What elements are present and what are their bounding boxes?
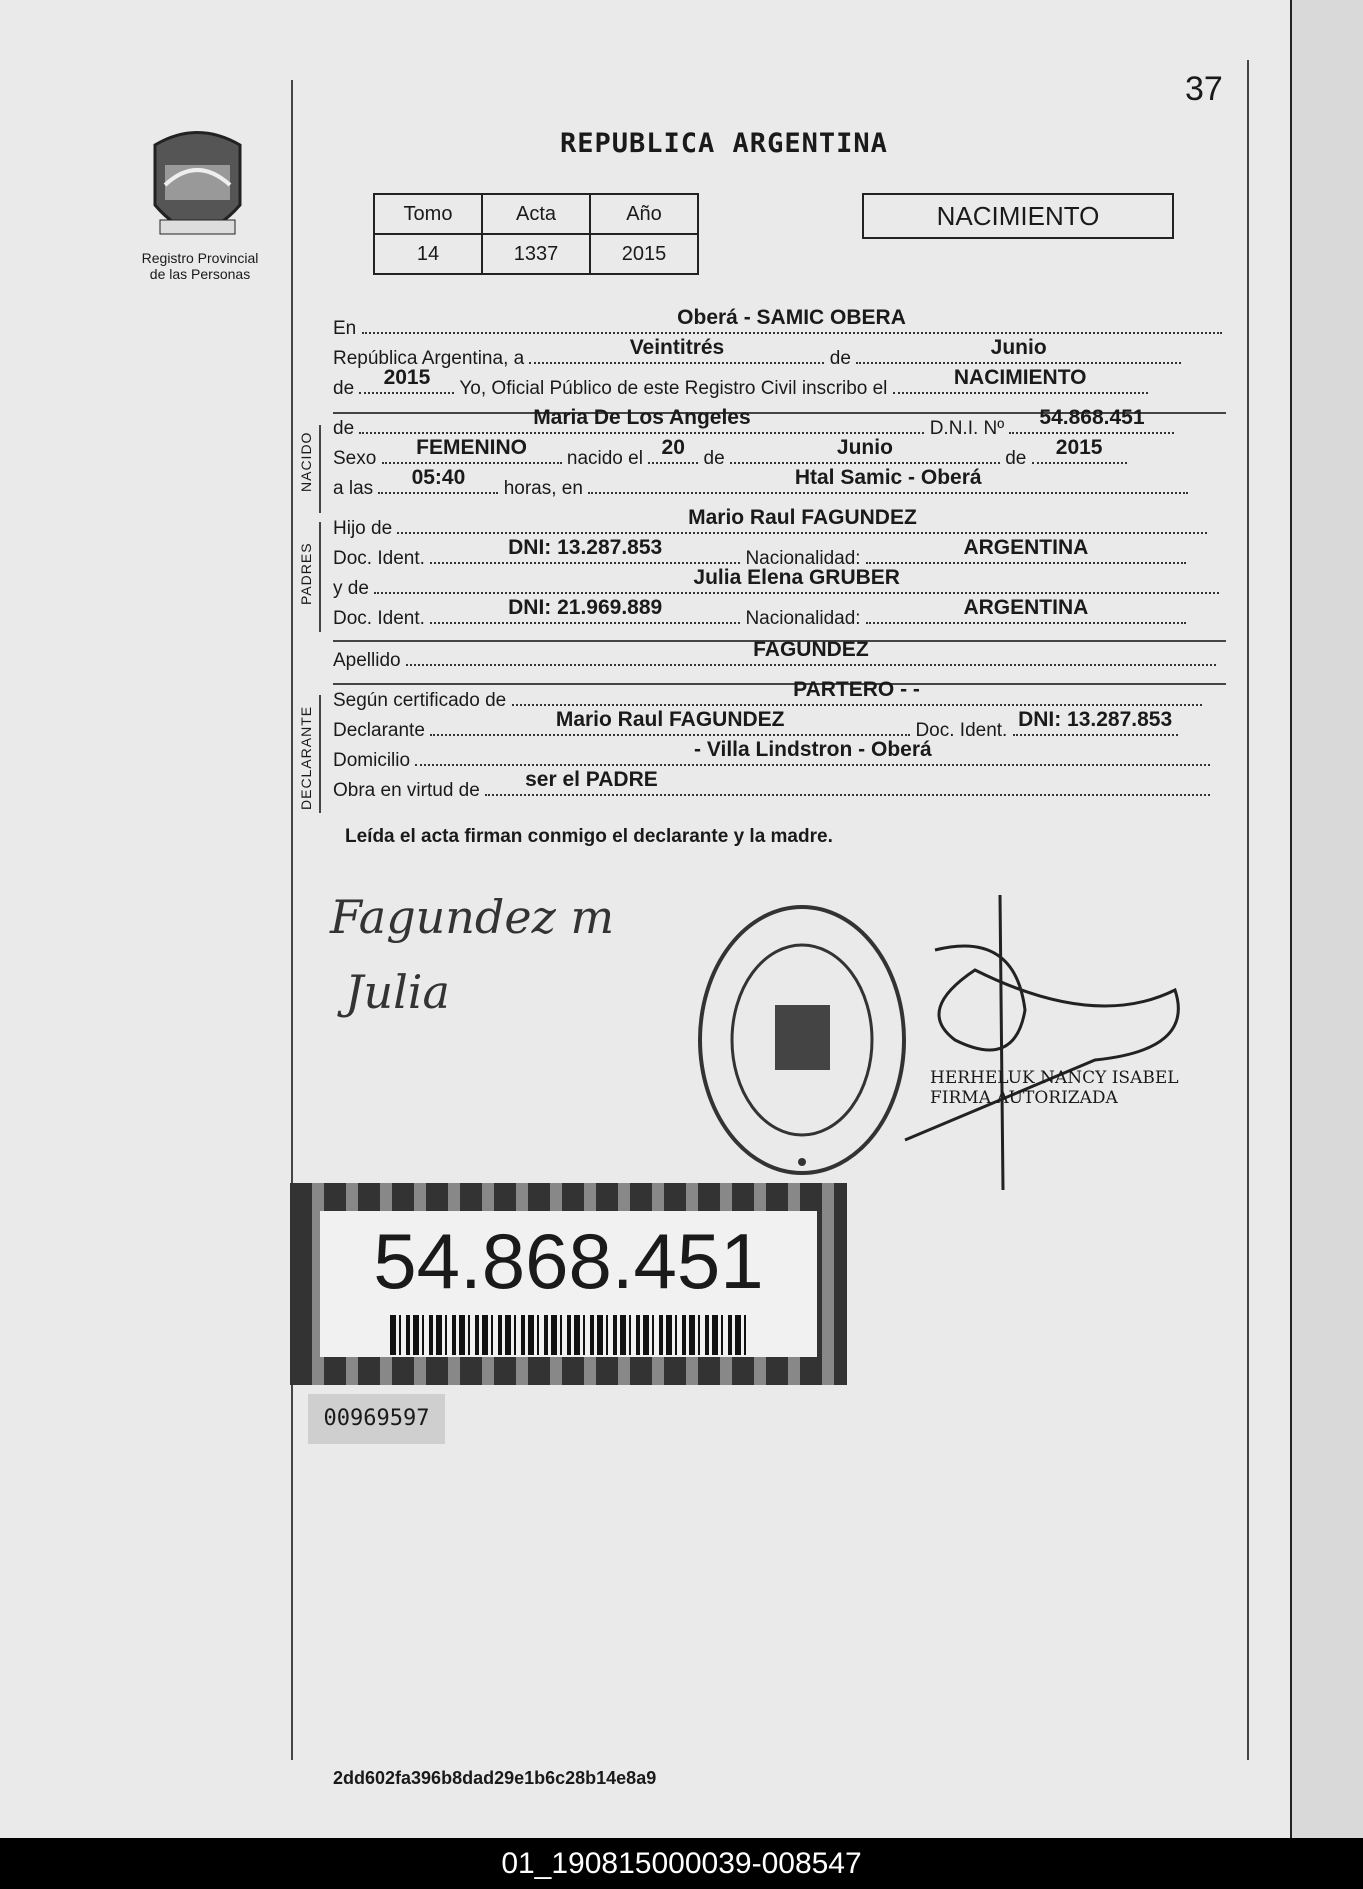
inscribo-label: Yo, Oficial Público de este Registro Civil inscribo el — [459, 378, 888, 399]
nac-anio-field — [1032, 436, 1127, 464]
doc1-label: Doc. Ident. — [333, 548, 425, 569]
mes-value: Junio — [990, 336, 1047, 359]
decl-doc-label: Doc. Ident. — [915, 720, 1008, 741]
domicilio-label: Domicilio — [333, 750, 411, 771]
nac2-field — [866, 596, 1186, 624]
barcode-label — [290, 1183, 847, 1385]
apellido-field — [406, 638, 1216, 666]
document-hash: 2dd602fa396b8dad29e1b6c28b14e8a9 — [333, 1768, 657, 1788]
province-seal-icon — [140, 125, 255, 250]
sexo-field — [382, 436, 562, 464]
hora-label: a las — [333, 478, 374, 499]
nac2-value: ARGENTINA — [963, 596, 1089, 619]
nac-dia-field — [648, 436, 698, 464]
horas-label: horas, en — [503, 478, 583, 499]
official-name: HERHELUK NANCY ISABEL — [930, 1068, 1179, 1088]
de2-label: de — [703, 448, 725, 469]
declarante-value: Mario Raul FAGUNDEZ — [555, 708, 785, 731]
left-margin-line — [291, 80, 293, 1760]
dia-field — [529, 336, 824, 364]
registry-table — [373, 193, 699, 275]
barcode-inner — [320, 1211, 817, 1357]
nac-mes-value: Junio — [836, 436, 893, 459]
declarante-label: Declarante — [333, 720, 425, 741]
serial-number: 00969597 — [308, 1394, 445, 1444]
dni-field — [1009, 406, 1174, 434]
domicilio-value: - Villa Lindstron - Oberá — [694, 738, 932, 761]
madre-field — [374, 566, 1219, 594]
dia-value: Veintitrés — [629, 336, 725, 359]
mes-field — [856, 336, 1181, 364]
row-doc2 — [333, 596, 1186, 638]
padre-value: Mario Raul FAGUNDEZ — [688, 506, 917, 529]
nac1-value: ARGENTINA — [963, 536, 1089, 559]
anio-header: Año — [590, 194, 698, 234]
acta-header: Acta — [482, 194, 590, 234]
doc2-label: Doc. Ident. — [333, 608, 425, 629]
document-title: REPUBLICA ARGENTINA — [560, 128, 888, 159]
seal-caption-line2: de las Personas — [149, 266, 251, 282]
official-signature-icon — [895, 890, 1195, 1190]
nac-dia-value: 20 — [661, 436, 685, 459]
de3-label: de — [1005, 448, 1027, 469]
hora-value: 05:40 — [411, 466, 466, 489]
nac2-label: Nacionalidad: — [745, 608, 861, 629]
yde-label: y de — [333, 578, 369, 599]
en-value: Oberá - SAMIC OBERA — [677, 306, 906, 329]
doc1-field — [430, 536, 740, 564]
tomo-value: 14 — [374, 234, 482, 274]
tomo-header: Tomo — [374, 194, 482, 234]
doc1-value: DNI: 13.287.853 — [508, 536, 663, 559]
nacido-bracket — [319, 425, 321, 513]
seal-caption-line1: Registro Provincial — [141, 250, 259, 266]
doc2-field — [430, 596, 740, 624]
sexo-label: Sexo — [333, 448, 377, 469]
padres-bracket — [319, 522, 321, 632]
nac-mes-field — [730, 436, 1000, 464]
acta-value: 1337 — [482, 234, 590, 274]
hora-field — [378, 466, 498, 494]
row-inscribo — [333, 366, 1148, 408]
declarante-field — [430, 708, 910, 736]
act-type-box: NACIMIENTO — [862, 193, 1174, 239]
padres-side-label: PADRES — [298, 542, 314, 605]
nacido-label: nacido el — [566, 448, 643, 469]
nac-anio-value: 2015 — [1055, 436, 1103, 459]
obra-field — [485, 768, 1210, 796]
lugar-value: Htal Samic - Oberá — [794, 466, 982, 489]
right-margin-line — [1247, 60, 1249, 1760]
apellido-value: FAGUNDEZ — [753, 638, 869, 661]
dni-value: 54.868.451 — [1039, 406, 1145, 429]
scan-footer: 01_190815000039-008547 — [0, 1838, 1363, 1889]
nacido-side-label: NACIDO — [298, 431, 314, 492]
en-label: En — [333, 318, 357, 339]
nombre-field — [359, 406, 924, 434]
en-field — [362, 306, 1222, 334]
inscribo-field — [893, 366, 1148, 394]
obra-label: Obra en virtud de — [333, 780, 480, 801]
dni-label: D.N.I. Nº — [929, 418, 1005, 439]
sexo-value: FEMENINO — [416, 436, 528, 459]
row-apellido — [333, 638, 1216, 680]
official-block — [930, 1068, 1179, 1108]
nombre-value: Maria De Los Angeles — [533, 406, 751, 429]
republica-label: República Argentina, a — [333, 348, 525, 369]
madre-signature: Julia — [345, 965, 450, 1019]
madre-value: Julia Elena GRUBER — [693, 566, 900, 589]
anio-text: 2015 — [383, 366, 431, 389]
declarante-side-label: DECLARANTE — [298, 705, 314, 810]
anio-field — [359, 366, 454, 394]
row-obra — [333, 768, 1210, 810]
apellido-label: Apellido — [333, 650, 401, 671]
signature-note: Leída el acta firman conmigo el declarante y la madre. — [345, 826, 833, 847]
nac1-label: Nacionalidad: — [745, 548, 861, 569]
nac1-field — [866, 536, 1186, 564]
nombre-label: de — [333, 418, 355, 439]
anio-prefix: de — [333, 378, 355, 399]
page-edge — [1290, 0, 1363, 1838]
domicilio-field — [415, 738, 1210, 766]
registry-stamp-icon — [695, 900, 910, 1180]
barcode-number: 54.868.451 — [373, 1217, 764, 1305]
barcode-icon — [390, 1315, 750, 1355]
padre-field — [397, 506, 1207, 534]
cert-label: Según certificado de — [333, 690, 507, 711]
seal-caption — [115, 250, 285, 282]
de-label: de — [829, 348, 851, 369]
cert-field — [512, 678, 1202, 706]
page-number: 37 — [1185, 70, 1223, 108]
cert-value: PARTERO - - — [793, 678, 920, 701]
obra-value: ser el PADRE — [525, 768, 658, 791]
declarante-signature: Fagundez m — [330, 890, 615, 944]
doc2-value: DNI: 21.969.889 — [508, 596, 663, 619]
declarante-bracket — [319, 695, 321, 813]
anio-value: 2015 — [590, 234, 698, 274]
row-hora — [333, 466, 1188, 508]
hijo-label: Hijo de — [333, 518, 393, 539]
official-title: FIRMA AUTORIZADA — [930, 1088, 1118, 1108]
decl-doc-value: DNI: 13.287.853 — [1018, 708, 1173, 731]
lugar-field — [588, 466, 1188, 494]
decl-doc-field — [1013, 708, 1178, 736]
inscribo-value: NACIMIENTO — [953, 366, 1087, 389]
